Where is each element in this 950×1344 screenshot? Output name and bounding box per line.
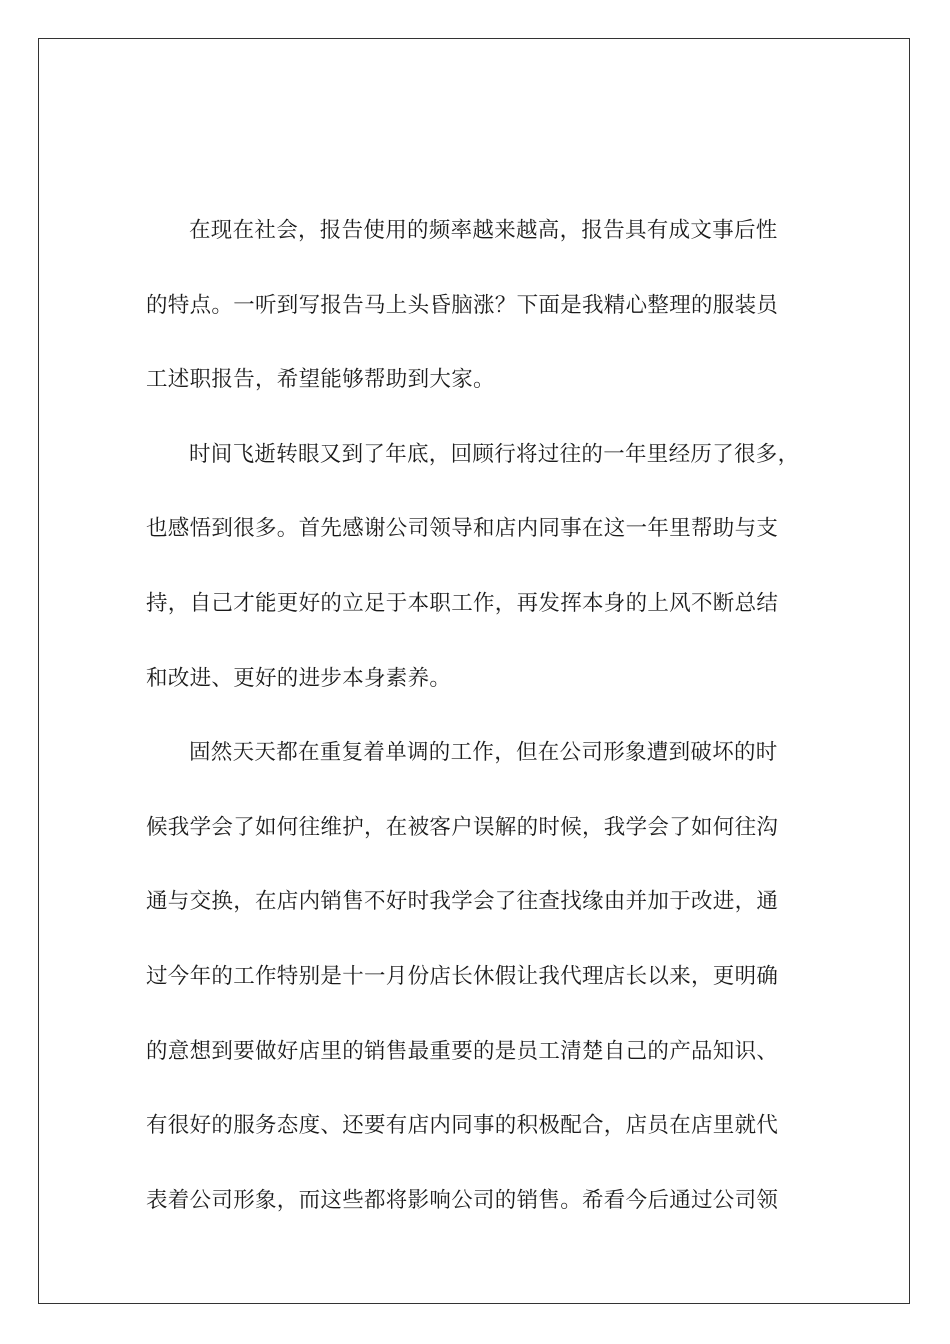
paragraph-1-line-1: 在现在社会，报告使用的频率越来越高，报告具有成文事后性 bbox=[189, 218, 778, 243]
paragraph-3-line-7: 表着公司形象，而这些都将影响公司的销售。希看今后通过公司领 bbox=[146, 1187, 779, 1213]
paragraph-3-line-2: 候我学会了如何往维护，在被客户误解的时候，我学会了如何往沟 bbox=[146, 814, 779, 840]
paragraph-2-line-3: 持，自己才能更好的立足于本职工作，再发挥本身的上风不断总结 bbox=[146, 590, 779, 616]
paragraph-3-line-6: 有很好的服务态度、还要有店内同事的积极配合，店员在店里就代 bbox=[146, 1113, 779, 1139]
paragraph-3-line-3: 通与交换，在店内销售不好时我学会了往查找缘由并加于改进，通 bbox=[146, 889, 779, 915]
paragraph-2-line-4: 和改进、更好的进步本身素养。 bbox=[146, 665, 452, 691]
paragraph-1-line-3: 工述职报告，希望能够帮助到大家。 bbox=[146, 367, 495, 393]
paragraph-2-line-2: 也感悟到很多。首先感谢公司领导和店内同事在这一年里帮助与支 bbox=[146, 516, 779, 542]
document-body bbox=[146, 194, 806, 1238]
paragraph-3-line-5: 的意想到要做好店里的销售最重要的是员工清楚自己的产品知识、 bbox=[146, 1038, 779, 1064]
paragraph-2-line-1: 时间飞逝转眼又到了年底，回顾行将过往的一年里经历了很多， bbox=[189, 441, 800, 467]
paragraph-3-line-1: 固然天天都在重复着单调的工作，但在公司形象遭到破坏的时 bbox=[189, 740, 778, 766]
paragraph-3-line-4: 过今年的工作特别是十一月份店长休假让我代理店长以来，更明确 bbox=[146, 963, 779, 989]
paragraph-1-line-2: 的特点。一听到写报告马上头昏脑涨？下面是我精心整理的服装员 bbox=[146, 292, 779, 318]
